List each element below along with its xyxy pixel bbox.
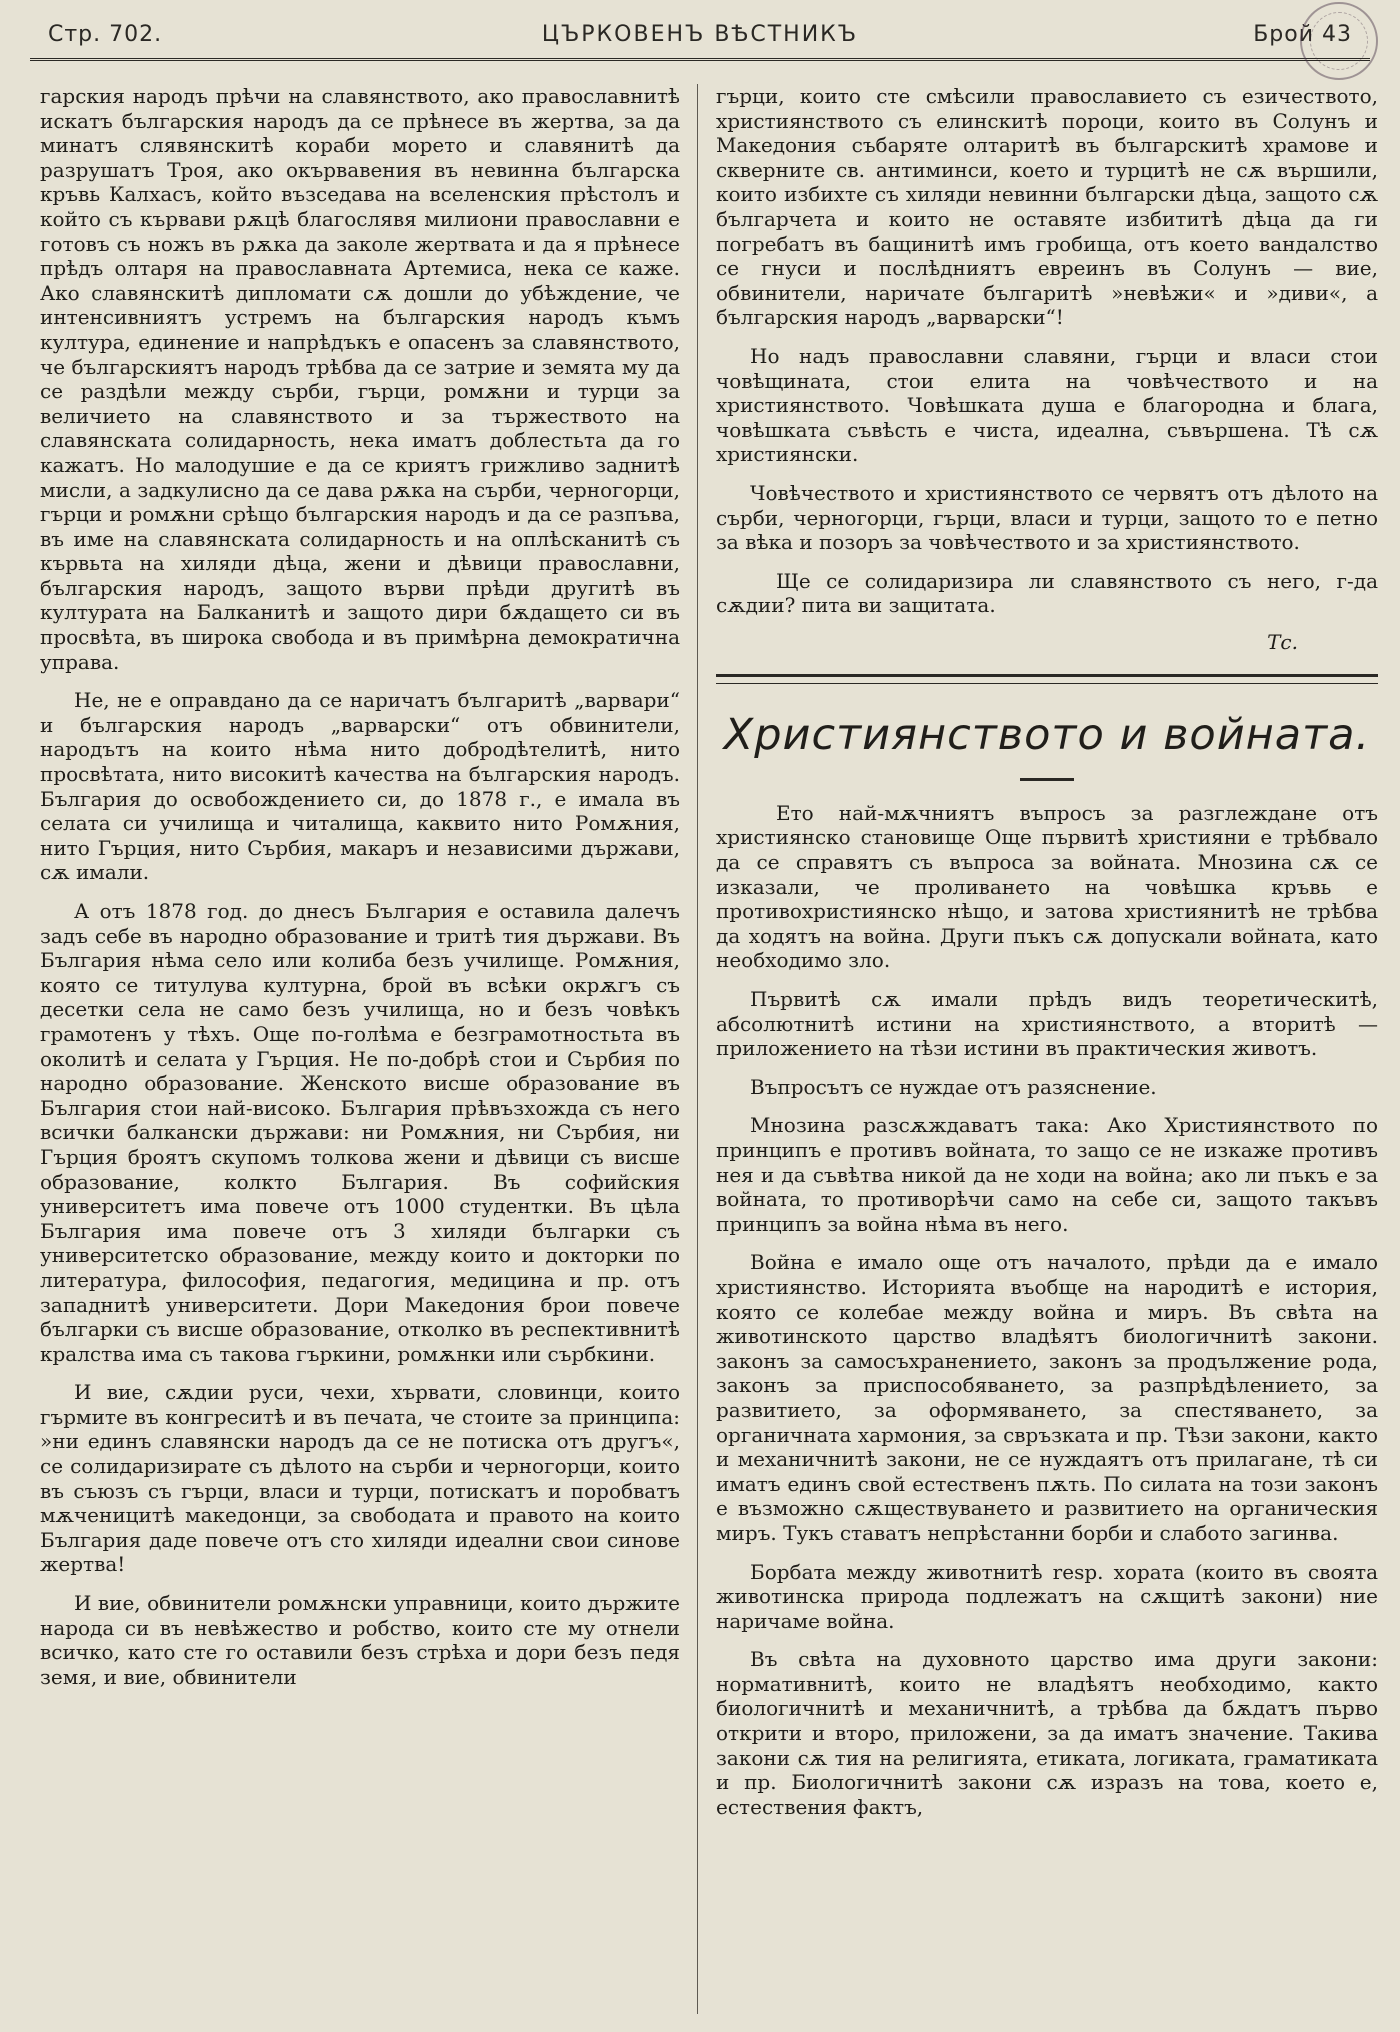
paragraph: Борбата между животнитѣ resp. хората (които въ своята животинска природа подлежатъ на сѫщитѣ закони) ние наричаме война. bbox=[716, 1559, 1378, 1633]
right-column bbox=[716, 84, 1378, 1819]
page-header bbox=[30, 14, 1370, 61]
column-divider bbox=[697, 84, 698, 2014]
paragraph: Ще се солидаризира ли славянството съ него, г-да сѫдии? пита ви защитата. bbox=[716, 568, 1378, 618]
library-stamp-icon bbox=[1300, 2, 1378, 80]
paragraph: А отъ 1878 год. до днесъ България е оставила далечъ задъ себе въ народно образование и тритѣ тия държави. Въ България нѣма село или колиба безъ училище. Ромѫния, която се титулува културна, брой въ всѣки окрѫгъ съ десетки села не само безъ училища, но и безъ човѣкъ грамотенъ у тѣхъ. Още по-голѣма е безграмотностьта въ околитѣ и селата у Гърция. Не по-добрѣ стои и Сърбия по народно образование. Женското висше образование въ България стои най-високо. България прѣвъзхожда съ него всички балкански държави: ни Ромѫния, ни Сърбия, ни Гърция броятъ скупомъ толкова жени и дѣвици съ висше образование, колкто България. Въ софийския университетъ има повече отъ 1000 студентки. Въ цѣла България има повече отъ 3 хиляди българки съ университетско образование, между които и докторки по литература, философия, педагогия, медицина и пр. отъ западнитѣ университети. Дори Македония брои повече българки съ висше образование, отколко въ респективнитѣ кралства има съ такова гъркини, ромѫнки или сърбкини. bbox=[40, 899, 680, 1366]
section-divider bbox=[716, 674, 1378, 684]
paragraph: И вие, обвинители ромѫнски управници, които държите народа си въ невѣжество и робство, които сте му отнели всичко, като сте го оставили безъ стрѣха и дори безъ педя земя, и вие, обвинители bbox=[40, 1591, 680, 1689]
left-column bbox=[40, 84, 680, 1689]
issue-number: Брой 43 bbox=[1253, 22, 1352, 47]
paragraph: Не, не е оправдано да се наричатъ българитѣ „варвари“ и българския народъ „варварски“ отъ обвинители, народътъ на които нѣма нито добродѣтелитѣ, нито просвѣтата, нито високитѣ качества на българския народъ. България до освобождението си, до 1878 г., е имала въ селата си училища и читалища, каквито нито Ромѫния, нито Гърция, нито Сърбия, макаръ и независими държави, сѫ имали. bbox=[40, 688, 680, 885]
paragraph: Ето най-мѫчниятъ въпросъ за разглеждане отъ християнско становище Още първитѣ християни е трѣбвало да се справятъ съ въпроса за войната. Мнозина сѫ се изказали, че проливането на човѣшка кръвь е противохристиянско нѣщо, и затова християнитѣ не трѣбва да ходятъ на война. Други пъкъ сѫ допускали войната, като необходимо зло. bbox=[716, 800, 1378, 973]
paragraph: Но надъ православни славяни, гърци и власи стои човѣщината, стои елита на човѣчеството и на християнството. Човѣшката душа е благородна и блага, човѣшката съвѣсть е чиста, идеална, съвършена. Тѣ сѫ християнски. bbox=[716, 343, 1378, 467]
paragraph: И вие, сѫдии руси, чехи, хървати, словинци, които гърмите въ конгреситѣ и въ печата, че стоите за принципа: »ни единъ славянски народъ да се не потиска отъ другъ«, се солидаризирате съ дѣлото на сърби и черногорци, които въ съюзъ съ гърци, власи и турци, потискатъ и поробватъ мѫченицитѣ македонци, за свободата и правото на които България даде повече отъ сто хиляди идеални свои синове жертва! bbox=[40, 1380, 680, 1577]
paragraph: гърци, които сте смѣсили православието съ езичеството, християнството съ елинскитѣ пороци, които въ Солунъ и Македония събаряте олтаритѣ въ българскитѣ храмове и скверните св. антиминси, което и турцитѣ не сѫ вършили, които избихте съ хиляди невинни български дѣца, защото сѫ българчета и които не оставяте избититѣ дѣца да ги погребатъ въ бащинитѣ имъ гробища, отъ което вандалство се гнуси и послѣдниятъ евреинъ въ Солунъ — вие, обвинители, наричате българитѣ »невѣжи« и »диви«, а българския народъ „варварски“! bbox=[716, 84, 1378, 330]
paragraph: Въ свѣта на духовното царство има други закони: нормативнитѣ, които не владѣятъ необходимо, както биологичнитѣ и механичнитѣ, а трѣбва да бѫдатъ първо открити и второ, приложени, за да иматъ значение. Такива закони сѫ тия на религията, етиката, логиката, граматиката и пр. Биологичнитѣ закони сѫ изразъ на това, което е, естествения фактъ, bbox=[716, 1647, 1378, 1819]
paragraph: Въпросътъ се нуждае отъ разяснение. bbox=[750, 1074, 1157, 1099]
paragraph: гарския народъ прѣчи на славянството, ако православнитѣ искатъ българския народъ да се прѣнесе въ жертва, за да минатъ слявянскитѣ кораби морето и славянитѣ да разрушатъ Троя, ако окървавения въ невинна българска кръвь Калхасъ, който възседава на вселенския прѣстолъ и който съ кървави рѫцѣ благослявя милиони православни е готовъ съ ножъ въ рѫка да заколе жертвата и да я прѣнесе прѣдъ олтаря на православната Артемиса, нека се каже. Ако славянскитѣ дипломати сѫ дошли до убѣждение, че интенсивниятъ устремъ на българския народъ къмъ култура, единение и напрѣдъкъ е опасенъ за славянството, че българскиятъ народъ трѣбва да се затрие и земята му да се раздѣли между сърби, гърци, ромѫни и турци за величието на славянството и за тържеството на славянската солидарность, нека иматъ доблестьта да го кажатъ. Но малодушие е да се криятъ грижливо заднитѣ мисли, а задкулисно да се дава рѫка на сърби, черногорци, гърци и ромѫни срѣщо българския народъ и да се разпъва, въ име на славянската солидарность и на оплѣсканитѣ съ кървьта на хиляди дѣца, жени и дѣвици православни, българския народъ, защото върви прѣди другитѣ въ културата на Балканитѣ и защото дири бѫдащето си въ просвѣта, въ широка свобода и въ примѣрна демократична управа. bbox=[40, 84, 680, 674]
title-ornament bbox=[1020, 778, 1074, 781]
author-signature: Тс. bbox=[1267, 629, 1298, 654]
paragraph: Човѣчеството и християнството се червятъ отъ дѣлото на сърби, черногорци, гърци, власи и турци, защото то е петно за вѣка и позоръ за човѣчеството и за християнството. bbox=[716, 480, 1378, 555]
paragraph: Първитѣ сѫ имали прѣдъ видъ теоретическитѣ, абсолютнитѣ истини на християнството, а вторитѣ — приложението на тѣзи истини въ практическия животъ. bbox=[716, 987, 1378, 1061]
paragraph: Мнозина разсѫждаватъ така: Ако Християнството по принципъ е противъ войната, то защо се не изкаже противъ нея и да съвѣтва никой да не ходи на война; ако ли пъкъ е за войната, то противорѣчи само на себе си, защото такъвъ принципъ за война нѣма въ него. bbox=[716, 1113, 1378, 1236]
paragraph: Война е имало още отъ началото, прѣди да е имало християнство. Историята въобще на народитѣ е история, която се колебае между война и миръ. Въ свѣта на животинското царство владѣятъ биологичнитѣ закони. законъ за самосъхранението, законъ за продължение рода, законъ за приспособяването, за разпрѣдѣлението, за развитието, за оформяването, за спестяването, за органичната хармония, за свръзката и пр. Тѣзи закони, както и механичнитѣ закони, не се нуждаятъ отъ прилагане, тѣ си иматъ единъ свой естественъ пѫть. По силата на този законъ е възможно сѫществуването и развитието на органическия миръ. Тукъ ставатъ непрѣстанни борби и слабото загинва. bbox=[716, 1250, 1378, 1545]
article-title: Християнството и войната. bbox=[723, 709, 1371, 760]
newspaper-title: ЦЪРКОВЕНЪ ВѢСТНИКЪ bbox=[541, 22, 859, 47]
page-number: Стр. 702. bbox=[48, 22, 163, 47]
